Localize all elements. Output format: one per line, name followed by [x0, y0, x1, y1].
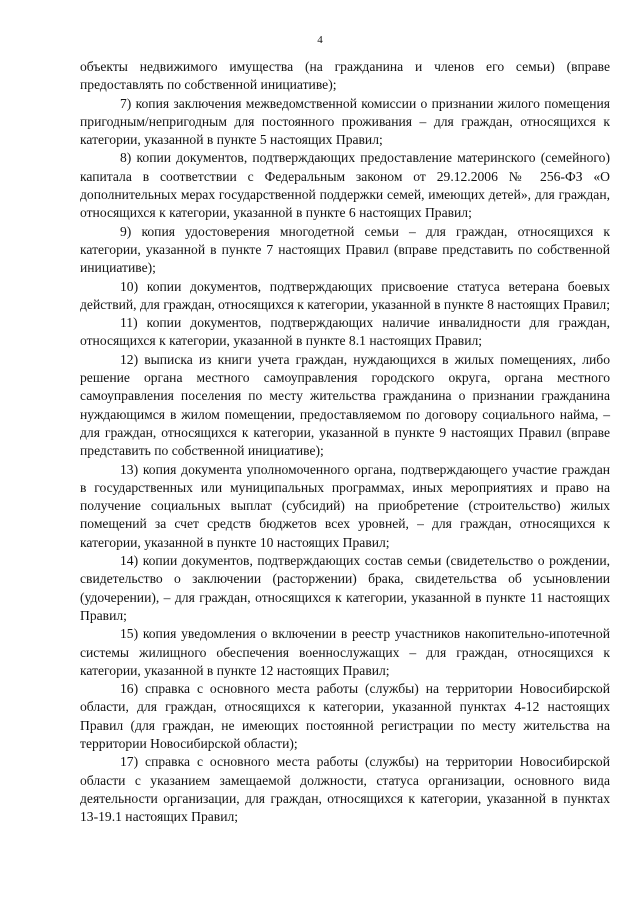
- paragraph-item-9: 9) копия удостоверения многодетной семьи – для граждан, относящихся к категории, указанной в пункте 7 настоящих Правил (вправе представить по собственной инициативе);: [80, 223, 610, 276]
- document-body: [80, 58, 610, 826]
- paragraph-continuation: объекты недвижимого имущества (на гражданина и членов его семьи) (вправе предоставлять по собственной инициативе);: [80, 59, 610, 93]
- paragraph-item-10: 10) копии документов, подтверждающих присвоение статуса ветерана боевых действий, для граждан, относящихся к категории, указанной в пункте 8 настоящих Правил;: [80, 278, 610, 312]
- paragraph-item-12: 12) выписка из книги учета граждан, нуждающихся в жилых помещениях, либо решение органа местного самоуправления городского округа, органа местного самоуправления поселения по месту жительства гражданина о признании гражданина нуждающимся в жилом помещении, предоставляемом по договору социального найма, – для граждан, относящихся к категории, указанной в пункте 9 настоящих Правил (вправе представить по собственной инициативе);: [80, 351, 610, 459]
- page-number: 4: [317, 34, 323, 46]
- paragraph-item-11: 11) копии документов, подтверждающих наличие инвалидности для граждан, относящихся к категории, указанной в пункте 8.1 настоящих Правил;: [80, 315, 610, 349]
- paragraph-item-14: 14) копии документов, подтверждающих состав семьи (свидетельство о рождении, свидетельство о заключении (расторжении) брака, свидетельства об усыновлении (удочерении), – для граждан, относящихся к категории, указанной в пункте 11 настоящих Правил;: [80, 553, 610, 623]
- paragraph-item-15: 15) копия уведомления о включении в реестр участников накопительно-ипотечной системы жилищного обеспечения военнослужащих – для граждан, относящихся к категории, указанной в пункте 12 настоящих Правил;: [80, 626, 610, 678]
- paragraph-item-13: 13) копия документа уполномоченного органа, подтверждающего участие граждан в государственных или муниципальных программах, иных мероприятиях и право на получение социальных выплат (субсидий) на приобретение (строительство) жилых помещений за счет средств бюджетов всех уровней, – для граждан, относящихся к категории, указанной в пункте 10 настоящих Правил;: [80, 461, 610, 550]
- paragraph-item-8: 8) копии документов, подтверждающих предоставление материнского (семейного) капитала в соответствии с Федеральным законом от 29.12.2006 № 256-ФЗ «О дополнительных мерах государственной поддержки семей, имеющих детей», для граждан, относящихся к категории, указанной в пункте 6 настоящих Правил;: [80, 150, 610, 221]
- paragraph-item-7: 7) копия заключения межведомственной комиссии о признании жилого помещения пригодным/непригодным для постоянного проживания – для граждан, относящихся к категории, указанной в пункте 5 настоящих Правил;: [80, 95, 610, 148]
- paragraph-item-17: 17) справка с основного места работы (службы) на территории Новосибирской области с указанием замещаемой должности, статуса организации, основного вида деятельности организации, для граждан, относящихся к категории, указанной в пунктах 13-19.1 настоящих Правил;: [80, 754, 610, 825]
- paragraph-item-16: 16) справка с основного места работы (службы) на территории Новосибирской области, для граждан, относящихся к категории, указанной пунктах 4-12 настоящих Правил (для граждан, не имеющих постоянной регистрации по месту жительства на территории Новосибирской области);: [80, 681, 610, 751]
